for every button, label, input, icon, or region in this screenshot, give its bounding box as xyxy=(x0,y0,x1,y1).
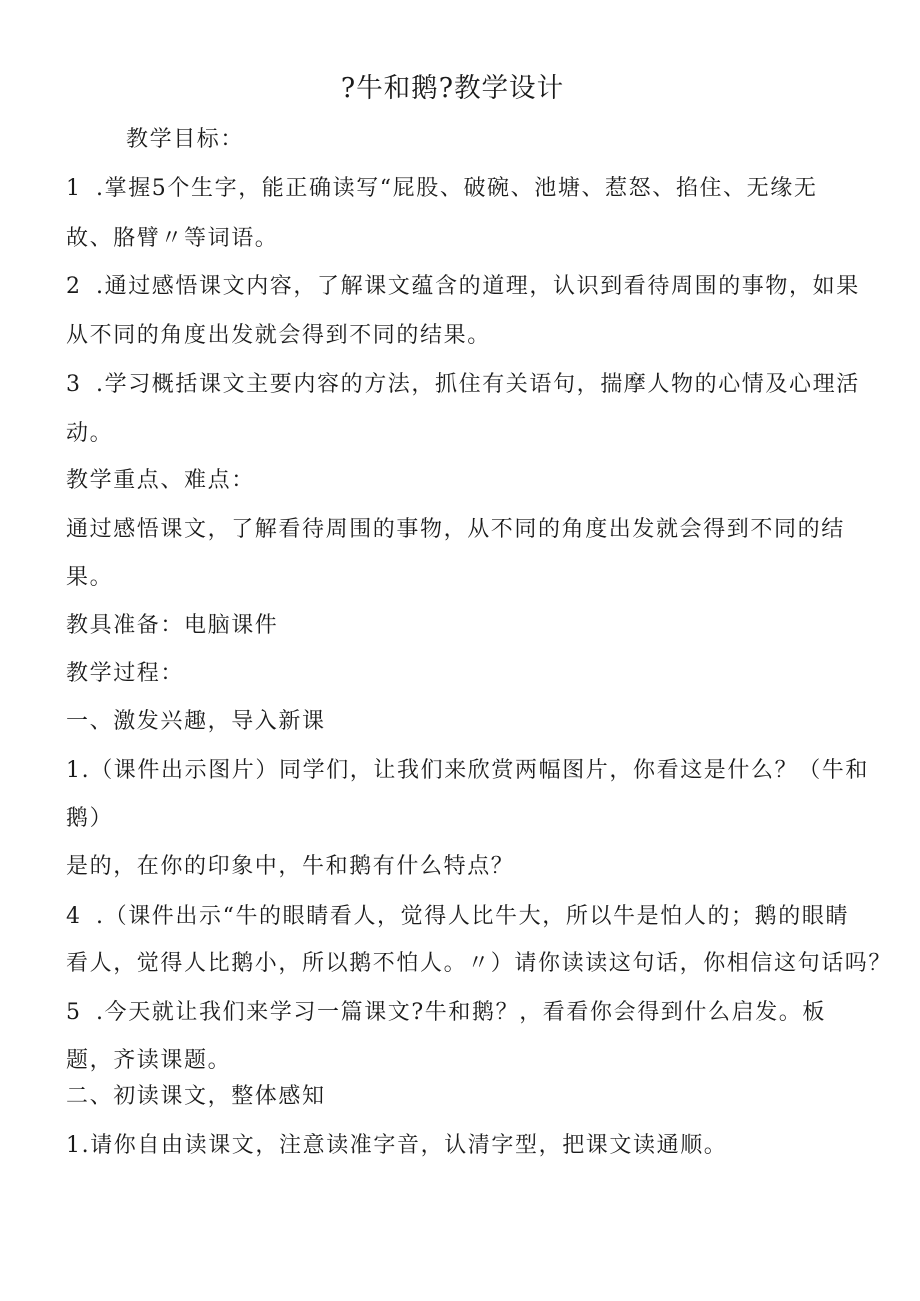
section-2-step-1: 1.请你自由读课文，注意读准字音，认清字型，把课文读通顺。 xyxy=(66,1133,728,1158)
document-title: ?牛和鹅?教学设计 xyxy=(340,73,565,104)
objective-3-line-2: 动。 xyxy=(66,421,114,446)
key-points-line-1: 通过感悟课文，了解看待周围的事物，从不同的角度出发就会得到不同的结 xyxy=(66,517,845,542)
objective-3-number: 3 xyxy=(66,372,82,397)
objective-2-number: 2 xyxy=(66,274,82,299)
step-5-line-2: 题，齐读课题。 xyxy=(66,1048,232,1073)
step-5-line-1 xyxy=(66,998,826,1028)
materials-line: 教具准备：电脑课件 xyxy=(66,613,279,638)
objective-1-number: 1 xyxy=(66,176,82,201)
key-points-line-2: 果。 xyxy=(66,565,114,590)
step-4-line-2: 看人，觉得人比鹅小，所以鹅不怕人。〃）请你读读这句话，你相信这句话吗？ xyxy=(66,951,893,976)
key-points-heading: 教学重点、难点： xyxy=(66,468,255,493)
section-1-heading: 一、激发兴趣，导入新课 xyxy=(66,709,326,734)
step-4-number: 4 xyxy=(66,904,82,929)
objective-2-line-2: 从不同的角度出发就会得到不同的结果。 xyxy=(66,323,491,348)
process-heading: 教学过程： xyxy=(66,661,185,686)
step-1-line-1: 1.（课件出示图片）同学们，让我们来欣赏两幅图片，你看这是什么？（牛和 xyxy=(66,758,869,783)
section-2-heading: 二、初读课文，整体感知 xyxy=(66,1084,326,1109)
objective-1-line-2: 故、胳臂〃等词语。 xyxy=(66,226,279,251)
objective-2-text: .通过感悟课文内容，了解课文蕴含的道理，认识到看待周围的事物，如果 xyxy=(96,274,860,299)
step-1-line-2: 鹅） xyxy=(66,806,114,831)
objective-2-line-1 xyxy=(66,272,860,302)
step-1-line-3: 是的，在你的印象中，牛和鹅有什么特点？ xyxy=(66,854,515,879)
step-5-number: 5 xyxy=(66,1000,82,1025)
step-5-text: .今天就让我们来学习一篇课文?牛和鹅？，看看你会得到什么启发。板 xyxy=(96,1000,826,1025)
objectives-heading: 教学目标： xyxy=(126,127,245,152)
step-4-text: .（课件出示“牛的眼睛看人，觉得人比牛大，所以牛是怕人的；鹅的眼睛 xyxy=(96,904,850,929)
objective-1-line-1 xyxy=(66,174,817,204)
objective-1-text: .掌握5个生字，能正确读写“屁股、破碗、池塘、惹怒、掐住、无缘无 xyxy=(96,176,818,201)
objective-3-text: .学习概括课文主要内容的方法，抓住有关语句，揣摩人物的心情及心理活 xyxy=(96,372,860,397)
step-4-line-1 xyxy=(66,902,849,932)
objective-3-line-1 xyxy=(66,370,860,400)
